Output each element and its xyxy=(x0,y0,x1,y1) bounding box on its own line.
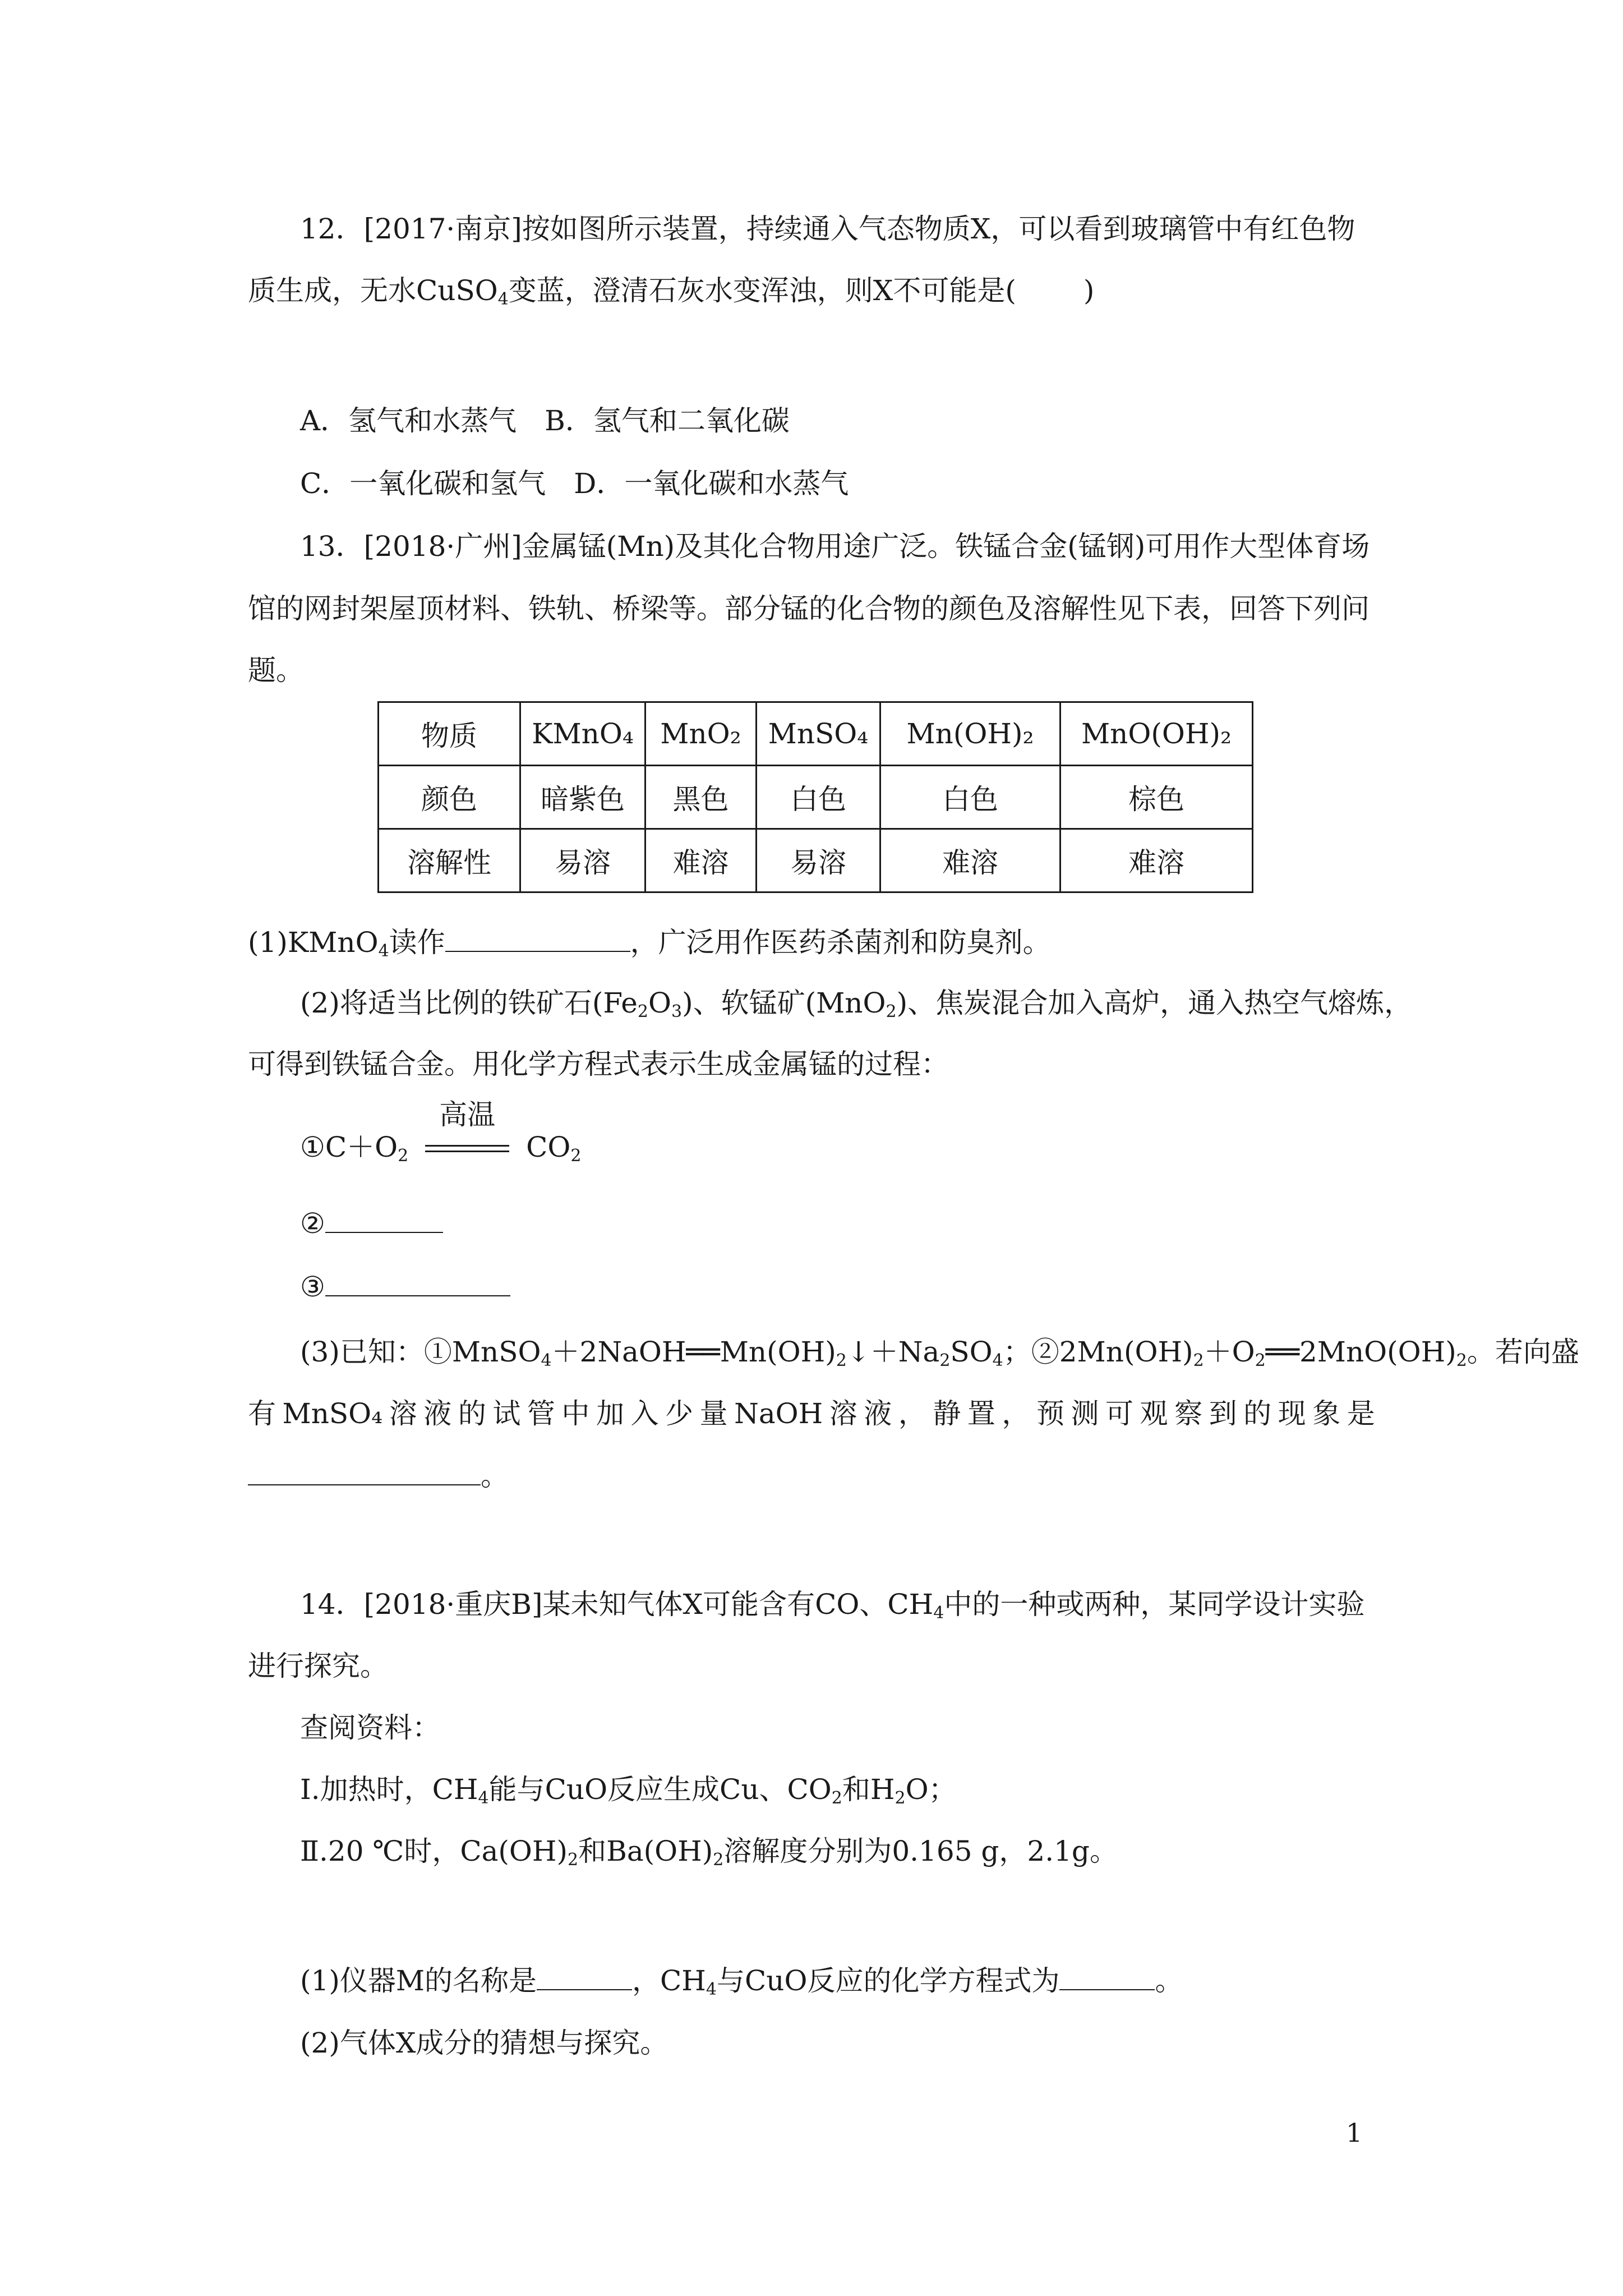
table-row-solubility xyxy=(379,829,1253,892)
table-cell: 易溶 xyxy=(757,829,880,892)
table-cell: 白色 xyxy=(757,766,880,829)
answer-blank[interactable] xyxy=(445,925,630,952)
high-temp-reaction-arrow: 高温 xyxy=(408,1130,526,1164)
q13-equation1: $①C+O_2$ 高温 $CO_2$ xyxy=(300,1098,582,1166)
table-cell: 暗紫色 xyxy=(520,766,645,829)
q12-options-ab: A．氢气和水蒸气 B．氢气和二氧化碳 xyxy=(300,404,790,437)
page-number: 1 xyxy=(1346,2118,1363,2148)
q14-part2: (2)气体X成分的猜想与探究。 xyxy=(300,2027,668,2059)
q14-reference-1: Ⅰ.加热时，$CH_4$能与CuO反应生成Cu、$CO_2$和$H_2O$； xyxy=(300,1773,957,1808)
table-cell: 溶解性 xyxy=(379,829,520,892)
q14-reference-heading: 查阅资料： xyxy=(300,1711,440,1744)
answer-blank[interactable] xyxy=(537,1963,632,1990)
q13-equation2: ② xyxy=(300,1206,443,1240)
q13-part3-line2: 有 MnSO₄ 溶 液 的 试 管 中 加 入 少 量 NaOH 溶 液 ， 静 置 ， 预 测 可 观 察 到 的 现 象 是 xyxy=(248,1397,1375,1430)
q13-line2: 馆的网封架屋顶材料、铁轨、桥梁等。部分锰的化合物的颜色及溶解性见下表，回答下列问 xyxy=(248,592,1370,625)
table-cell: 物质 xyxy=(379,702,520,766)
answer-blank[interactable] xyxy=(248,1458,481,1485)
q14-reference-2: Ⅱ.20 ℃时，$Ca(OH)_2$和$Ba(OH)_2$溶解度分别为0.165 g，2.1g。 xyxy=(300,1835,1118,1870)
table-cell: 白色 xyxy=(880,766,1061,829)
answer-blank[interactable] xyxy=(325,1206,443,1233)
table-cell: 黑色 xyxy=(645,766,757,829)
q13-part1: (1)KMnO$_4$读作 ，广泛用作医药杀菌剂和防臭剂。 xyxy=(248,926,1051,961)
manganese-compounds-table xyxy=(377,701,1253,893)
table-header-row xyxy=(379,702,1253,766)
q12-options-cd: C．一氧化碳和氢气 D．一氧化碳和水蒸气 xyxy=(300,467,849,500)
answer-blank[interactable] xyxy=(1059,1963,1155,1990)
table-cell: MnO(OH)₂ xyxy=(1061,702,1253,766)
q13-equation3: ③ xyxy=(300,1269,510,1304)
table-cell: MnO₂ xyxy=(645,702,757,766)
table-cell: 棕色 xyxy=(1061,766,1253,829)
q13-part3-line1: (3)已知：$①MnSO_4+2NaOH══Mn(OH)_2↓+Na_2SO_4$；$②2Mn(OH)_2+O_2══2MnO(OH)_2$。若向盛 xyxy=(300,1336,1579,1370)
q13-part3-line3: 。 xyxy=(248,1458,509,1493)
table-cell: Mn(OH)₂ xyxy=(880,702,1061,766)
table-cell: 难溶 xyxy=(880,829,1061,892)
q13-line1: 13．[2018·广州]金属锰(Mn)及其化合物用途广泛。铁锰合金(锰钢)可用作大型体育场 xyxy=(300,530,1370,563)
q14-line1: 14．[2018·重庆B]某未知气体X可能含有CO、$CH_4$中的一种或两种，某同学设计实验 xyxy=(300,1588,1365,1623)
q12-line2: 质生成，无水CuSO$_4$变蓝，澄清石灰水变浑浊，则X不可能是( ) xyxy=(248,274,1095,309)
table-cell: MnSO₄ xyxy=(757,702,880,766)
table-cell: 难溶 xyxy=(645,829,757,892)
q13-line3: 题。 xyxy=(248,654,304,687)
table-cell: 易溶 xyxy=(520,829,645,892)
q12-line1: 12．[2017·南京]按如图所示装置，持续通入气态物质X，可以看到玻璃管中有红色物 xyxy=(300,213,1355,245)
q14-part1: (1)仪器M的名称是 ，$CH_4$与CuO反应的化学方程式为 。 xyxy=(300,1964,1183,1999)
answer-blank[interactable] xyxy=(325,1269,510,1296)
table-cell: 颜色 xyxy=(379,766,520,829)
table-cell: 难溶 xyxy=(1061,829,1253,892)
q13-part2-line2: 可得到铁锰合金。用化学方程式表示生成金属锰的过程： xyxy=(248,1048,949,1080)
q14-line2: 进行探究。 xyxy=(248,1650,388,1682)
table-row-color xyxy=(379,766,1253,829)
q13-part2-line1: (2)将适当比例的铁矿石$(Fe_2O_3)$、软锰矿(MnO$_2$)、焦炭混合加入高炉，通入热空气熔炼， xyxy=(300,987,1413,1022)
table-cell: KMnO₄ xyxy=(520,702,645,766)
